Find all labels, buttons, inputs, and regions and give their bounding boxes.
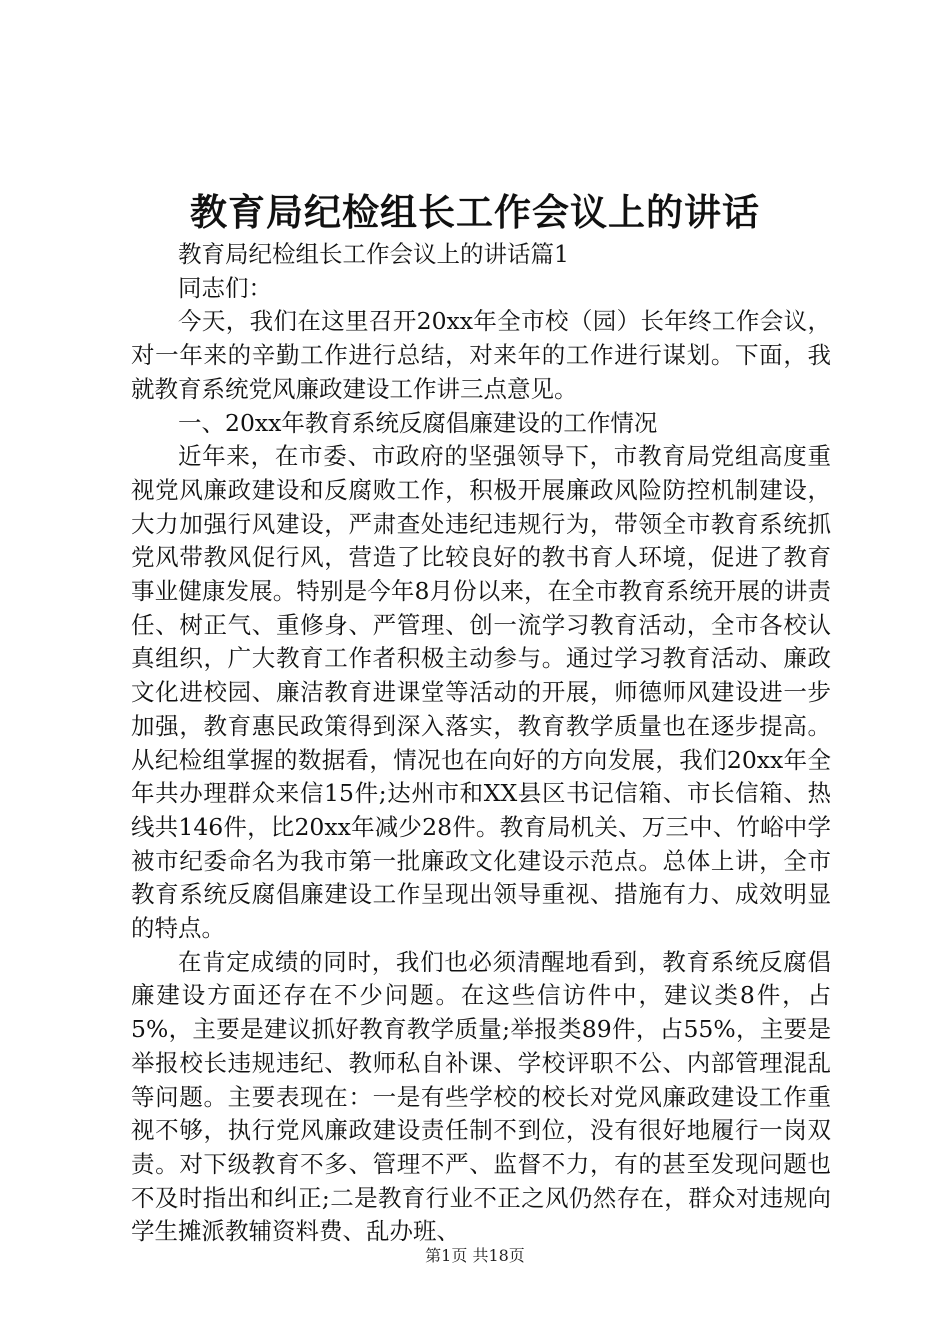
paragraph-subtitle: 教育局纪检组长工作会议上的讲话篇1	[178, 240, 569, 268]
paragraph-opening: 今天，我们在这里召开20xx年全市校（园）长年终工作会议，对一年来的辛勤工作进行总结，对来年的工作进行谋划。下面，我就教育系统党风廉政建设工作讲三点意见。	[131, 307, 831, 403]
paragraph-achievements: 近年来，在市委、市政府的坚强领导下，市教育局党组高度重视党风廉政建设和反腐败工作，积极开展廉政风险防控机制建设，大力加强行风建设，严肃查处违纪违规行为，带领全市教育系统抓党风带教风促行风，营造了比较良好的教书育人环境，促进了教育事业健康发展。特别是今年8月份以来，在全市教育系统开展的讲责任、树正气、重修身、严管理、创一流学习教育活动，全市各校认真组织，广大教育工作者积极主动参与。通过学习教育活动、廉政文化进校园、廉洁教育进课堂等活动的开展，师德师风建设进一步加强，教育惠民政策得到深入落实，教育教学质量也在逐步提高。从纪检组掌握的数据看，情况也在向好的方向发展，我们20xx年全年共办理群众来信15件;达州市和XX县区书记信箱、市长信箱、热线共146件，比20xx年减少28件。教育局机关、万三中、竹峪中学被市纪委命名为我市第一批廉政文化建设示范点。总体上讲，全市教育系统反腐倡廉建设工作呈现出领导重视、措施有力、成效明显的特点。	[131, 442, 831, 943]
document-title: 教育局纪检组长工作会议上的讲话	[190, 190, 760, 234]
paragraph-section-heading: 一、20xx年教育系统反腐倡廉建设的工作情况	[178, 408, 658, 437]
page-number-footer: 第1页 共18页	[425, 1246, 525, 1265]
paragraph-problems: 在肯定成绩的同时，我们也必须清醒地看到，教育系统反腐倡廉建设方面还存在不少问题。在这些信访件中，建议类8件，占5%，主要是建议抓好教育教学质量;举报类89件，占55%，主要是举报校长违规违纪、教师私自补课、学校评职不公、内部管理混乱等问题。主要表现在：一是有些学校的校长对党风廉政建设工作重视不够，执行党风廉政建设责任制不到位，没有很好地履行一岗双责。对下级教育不多、管理不严、监督不力，有的甚至发现问题也不及时指出和纠正;二是教育行业不正之风仍然存在，群众对违规向学生摊派教辅资料费、乱办班、	[131, 947, 831, 1246]
document-body	[131, 238, 831, 1249]
paragraph-salutation: 同志们：	[178, 273, 272, 302]
